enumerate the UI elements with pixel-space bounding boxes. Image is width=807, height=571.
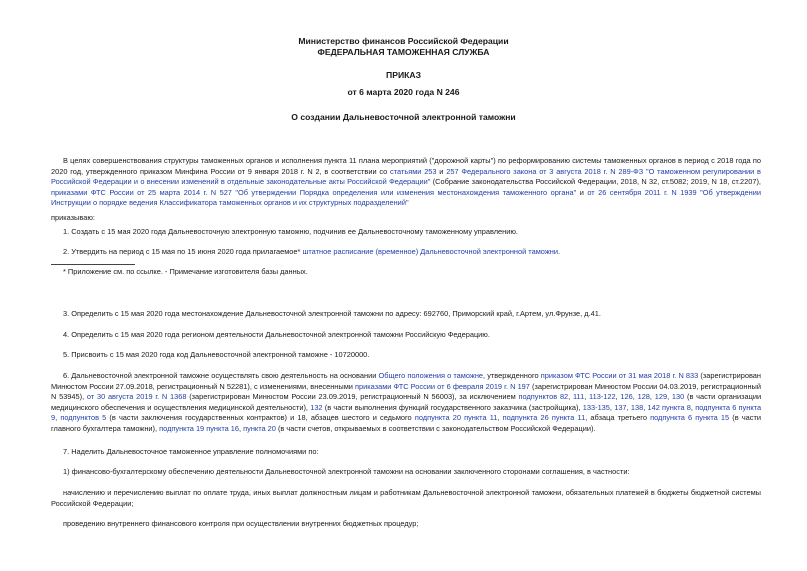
link-subitems-5[interactable]: подпунктов 5 [60, 413, 107, 423]
link-subitem-129[interactable]: 129 [654, 392, 668, 402]
link-order-197[interactable]: приказами ФТС России от 6 февраля 2019 г. N 197 [355, 381, 530, 391]
link-subitem-142-item-8[interactable]: 142 пункта 8 [647, 402, 691, 412]
link-subitem-128[interactable]: 128 [637, 392, 650, 402]
link-order-833[interactable]: приказом ФТС России от 31 мая 2018 г. N 833 [540, 371, 699, 380]
item-2: 2. Утвердить на период с 15 мая по 15 июня 2020 года прилагаемое* штатное расписание (временное) Дальневосточной электронной таможни. [63, 247, 561, 256]
service-heading: ФЕДЕРАЛЬНАЯ ТАМОЖЕННАЯ СЛУЖБА [317, 47, 490, 57]
item-1: 1. Создать с 15 мая 2020 года Дальневосточную электронную таможню, подчинив ее Дальневосточному таможенному управлению. [63, 227, 518, 236]
item-7-sub-1: 1) финансово-бухгалтерскому обеспечению деятельности Дальневосточной электронной таможни на основании заключенного сторонами соглашения, в частности: [63, 467, 630, 476]
link-subitem-6-item-15[interactable]: подпункта 6 пункта 15 [650, 413, 730, 423]
link-subitem-19-item-16[interactable]: подпункта 19 пункта 16 [159, 423, 240, 433]
order-date: от 6 марта 2020 года N 246 [347, 87, 460, 97]
link-order-1368[interactable]: от 30 августа 2019 г. N 1368 [86, 392, 187, 402]
link-subitem-137[interactable]: 137 [614, 402, 627, 412]
item-5: 5. Присвоить с 15 мая 2020 года код Дальневосточной электронной таможне - 10720000. [63, 350, 370, 359]
order-heading: ПРИКАЗ [386, 70, 421, 80]
link-subitem-126[interactable]: 126 [620, 392, 633, 402]
item-4: 4. Определить с 15 мая 2020 года регионом деятельности Дальневосточной электронной таможни Российскую Федерацию. [63, 330, 490, 339]
link-subitem-20-item-11[interactable]: подпункта 20 пункта 11 [414, 413, 498, 423]
link-subitem-26-item-11[interactable]: подпункта 26 пункта 11 [502, 413, 586, 423]
item-7-sub-1-b: проведению внутреннего финансового контроля при осуществлении внутренних бюджетных процедур; [63, 519, 419, 528]
link-subitem-82[interactable]: подпунктов 82 [518, 392, 569, 402]
footnote: * Приложение см. по ссылке. - Примечание изготовителя базы данных. [63, 267, 308, 276]
link-general-regulation[interactable]: Общего положения о таможне [378, 371, 484, 380]
link-subitem-138[interactable]: 138 [630, 402, 644, 412]
item-7-sub-1-a: начислению и перечислению выплат по оплате труда, иных выплат должностным лицам и работникам Дальневосточной электронной таможни, обязательных платежей в бюджеты бюджетной системы Российской Федерации; [51, 488, 761, 508]
link-subitem-130[interactable]: 130 [671, 392, 685, 402]
footnote-divider [51, 264, 135, 265]
order-subject: О создании Дальневосточной электронной таможни [291, 112, 516, 122]
link-subitem-113-122[interactable]: 113-122 [589, 392, 616, 402]
link-article-253[interactable]: статьями 253 [390, 166, 437, 176]
link-order-527[interactable]: приказами ФТС России от 25 марта 2014 г. N 527 "Об утверждении Порядка определения или изменения местонахождения таможенного органа" [51, 187, 577, 197]
link-order-1939[interactable]: от 26 сентября 2011 г. N 1939 "Об утверждении Инструкции о порядке ведения Классификатора таможенных органов и их структурных подразделений" [51, 187, 761, 208]
ministry-heading: Министерство финансов Российской Федерации [298, 36, 509, 46]
link-subitem-6-item-9[interactable]: подпункта 6 пункта 9 [51, 402, 762, 423]
link-subitem-111[interactable]: 111 [572, 392, 585, 402]
item-7: 7. Наделить Дальневосточное таможенное управление полномочиями по: [63, 447, 319, 456]
item-3: 3. Определить с 15 мая 2020 года местонахождение Дальневосточной электронной таможни по адресу: 692760, Приморский край, г.Артем, ул.Фрунзе, д.41. [63, 309, 601, 318]
orders-word: приказываю: [51, 213, 95, 222]
item-6: 6. Дальневосточной электронной таможне осуществлять свою деятельность на основании Общего положения о таможне, утвержденного приказом ФТС России от 31 мая 2018 г. N 833 (зарегистрирован Минюстом России 27.09.2018, регистрационный N 52281), с изменениями, внесенными приказами ФТС России от 6 февраля 2019 г. N 197 (зарегистрирован Минюстом России 04.03.2019, регистрационный N 53945), от 30 августа 2019 г. N 1368 (зарегистрирован Минюстом России 23.09.2019, регистрационный N 56003), за исключением подпунктов 82, 111, 113-122, 126, 128, 129, 130 (в части организации медицинского обеспечения и осуществления медицинской деятельности), 132 (в части выполнения функций государственного заказчика (застройщика), 133-135, 137, 138, 142 пункта 8, подпункта 6 пункта 9, подпунктов 5 (в части заключения государственных контрактов) и 18, абзацев шестого и седьмого подпункта 20 пункта 11, подпункта 26 пункта 11, абзаца третьего подпункта 6 пункта 15 (в части главного бухгалтера таможни), подпункта 19 пункта 16, пункта 20 (в части счетов, открываемых в соответствии с законодательством Российской Федерации). [51, 371, 762, 433]
link-article-257-law[interactable]: 257 Федерального закона от 3 августа 2018 г. N 289-ФЗ "О таможенном регулировании в Российской Федерации и о внесении изменений в отдельные законодательные акты Российской Федерации" [51, 166, 761, 187]
link-subitem-132[interactable]: 132 [310, 402, 323, 412]
preamble-paragraph: В целях совершенствования структуры таможенных органов и исполнения пункта 11 плана мероприятий ("дорожной карты") по реформированию системы таможенных органов в период с 2018 года по 2020 год, утвержденного приказом Минфина России от 9 января 2018 г. N 2, в соответствии со статьями 253 и 257 Федерального закона от 3 августа 2018 г. N 289-ФЗ "О таможенном регулировании в Российской Федерации и о внесении изменений в отдельные законодательные акты Российской Федерации" (Собрание законодательства Российской Федерации, 2018, N 32, ст.5082; 2019, N 18, ст.2207), приказами ФТС России от 25 марта 2014 г. N 527 "Об утверждении Порядка определения или изменения местонахождения таможенного органа" и от 26 сентября 2011 г. N 1939 "Об утверждении Инструкции о порядке ведения Классификатора таможенных органов и их структурных подразделений" [51, 156, 761, 208]
link-staff-schedule[interactable]: штатное расписание (временное) Дальневосточной электронной таможни [302, 247, 558, 256]
link-item-20[interactable]: пункта 20 [243, 423, 276, 433]
link-subitem-133-135[interactable]: 133-135 [582, 402, 610, 412]
